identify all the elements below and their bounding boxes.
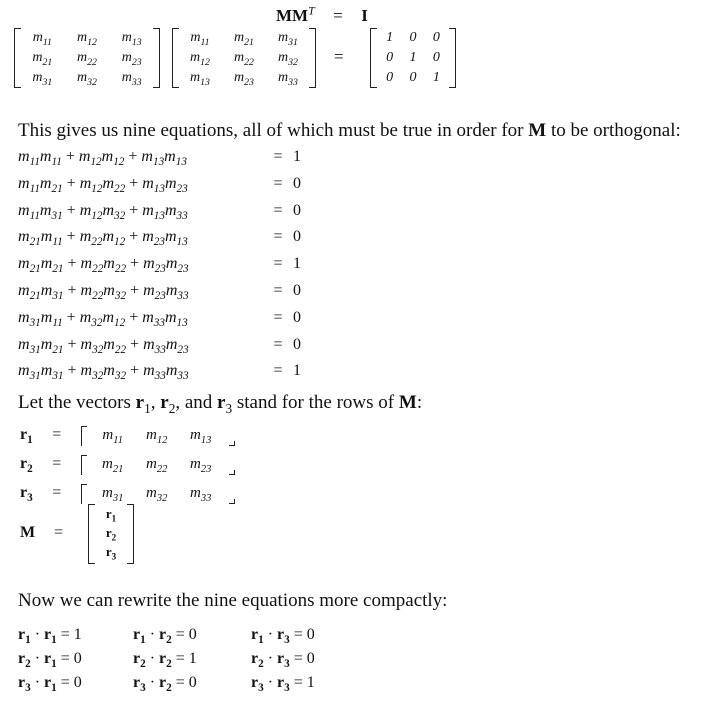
matrix-cell <box>178 30 222 46</box>
matrix-cell <box>178 70 222 86</box>
sentence1-matrix-m: M <box>528 120 547 141</box>
vector-name: $r_3$ <box>20 484 33 505</box>
s2-b: , <box>150 392 161 413</box>
vector-eq-sign: = <box>52 484 62 501</box>
matrix-cell <box>266 70 310 86</box>
bracket-right <box>449 28 456 88</box>
matrix-cell: 1 <box>409 50 417 65</box>
matrix-cell <box>178 50 222 66</box>
top-lhs: MM <box>276 6 309 25</box>
dot-product: $r_1 \cdot r_1 = 1$ <box>18 626 82 647</box>
dot-product: $r_2 \cdot r_2 = 1$ <box>133 650 197 671</box>
s2-e: : <box>416 392 423 413</box>
equation-rhs: 1 <box>293 255 301 273</box>
equation-lhs: $m_{11}m_{31} + m_{12}m_{32} + m_{13}m_{33}$ <box>18 201 188 222</box>
matrix-cell <box>65 70 110 86</box>
s2-c: , and <box>175 392 218 413</box>
vector-entry: $m_{33}$ <box>190 485 212 504</box>
vector-bracket <box>81 455 235 475</box>
matrix-entry: $m_{12}$ <box>190 50 210 68</box>
vector-bracket <box>81 426 235 446</box>
s2-r1: r <box>135 392 145 413</box>
matrix-cell: 0 <box>386 70 394 85</box>
matrix-cell <box>109 50 154 66</box>
s2-r2: r <box>160 392 169 413</box>
equation-rhs: 1 <box>293 362 301 380</box>
vector-eq-sign: = <box>52 426 62 443</box>
equation-sign: = <box>273 174 283 192</box>
matrix-entry: $m_{12}$ <box>77 30 97 48</box>
matrix-identity <box>370 28 456 88</box>
dot-product: $r_2 \cdot r_1 = 0$ <box>18 650 82 671</box>
matrix-cell <box>109 30 154 46</box>
m-row-matrix <box>88 504 134 564</box>
matrix-cell: 0 <box>386 50 394 65</box>
m-row-entry: $r_3$ <box>105 544 117 562</box>
dot-product: $r_3 \cdot r_3 = 1$ <box>251 674 315 695</box>
vector-eq-sign: = <box>52 455 62 472</box>
equation-sign: = <box>273 148 283 165</box>
equation-lhs: $m_{31}m_{21} + m_{32}m_{22} + m_{33}m_{23}$ <box>18 335 189 356</box>
s2-s2: 2 <box>168 400 176 416</box>
s2-s3: 3 <box>225 400 233 416</box>
row-vector <box>20 426 235 446</box>
matrix-entry: $m_{22}$ <box>77 50 97 68</box>
bracket-left <box>370 28 377 88</box>
matrix-cell <box>20 70 65 86</box>
matrix-entry: $m_{32}$ <box>77 70 97 88</box>
equation-sign: = <box>273 201 283 219</box>
vector-entry: $m_{21}$ <box>102 456 124 475</box>
vector-name: $r_2$ <box>20 455 33 476</box>
equation-row <box>18 362 301 383</box>
bracket-right <box>153 28 160 88</box>
matrix-cell <box>20 50 65 66</box>
equation-sign: = <box>273 362 283 380</box>
equation-rhs: 0 <box>293 228 301 246</box>
s2-s1: 1 <box>144 400 151 416</box>
equation-rhs: 1 <box>293 148 301 165</box>
equation-lhs: $m_{21}m_{31} + m_{22}m_{32} + m_{23}m_{33}$ <box>18 282 189 303</box>
matrix-entry: $m_{23}$ <box>121 50 142 68</box>
dot-product: $r_2 \cdot r_3 = 0$ <box>251 650 315 671</box>
dot-product: $r_3 \cdot r_1 = 0$ <box>18 674 82 695</box>
matrix-entry: $m_{13}$ <box>121 30 142 48</box>
m-row-entry: $r_2$ <box>105 525 117 543</box>
dot-product: $r_3 \cdot r_2 = 0$ <box>133 674 197 695</box>
equation-row <box>18 202 301 220</box>
s2-m: M <box>398 392 417 413</box>
sentence1-part-a: This gives us nine equations, all of which must be true in order for <box>18 120 529 141</box>
vector-entry: $m_{32}$ <box>146 485 168 504</box>
matrix-cell <box>20 30 65 46</box>
vector-entry: $m_{12}$ <box>146 427 168 446</box>
matrix-cell <box>266 30 310 46</box>
m-eq-sign: = <box>54 524 64 541</box>
matrix-entry: $m_{13}$ <box>190 70 210 88</box>
equation-row <box>18 255 301 276</box>
top-rhs: I <box>361 6 368 25</box>
matrix-cell: 0 <box>432 30 440 45</box>
m-row-entry: $r_1$ <box>105 506 117 524</box>
vector-entry: $m_{31}$ <box>102 485 124 504</box>
matrix-m-transpose <box>172 28 316 88</box>
matrix-cell <box>65 30 110 46</box>
bracket-left <box>172 28 179 88</box>
s2-a: Let the vectors <box>18 392 136 413</box>
equation-sign: = <box>273 308 283 326</box>
top-sup: T <box>308 3 315 18</box>
dot-product: $r_1 \cdot r_3 = 0$ <box>251 626 315 647</box>
matrix-entry: $m_{11}$ <box>32 30 52 48</box>
matrix-cell <box>65 50 110 66</box>
row-vector <box>20 455 235 475</box>
equation-lhs: $m_{11}m_{11} + m_{12}m_{12} + m_{13}m_{13}$ <box>18 148 187 169</box>
matrix-entry: $m_{23}$ <box>234 70 254 88</box>
vector-bracket <box>81 484 235 504</box>
equation-sign: = <box>273 282 283 299</box>
matrix-entry: $m_{31}$ <box>32 70 53 88</box>
equation-lhs: $m_{31}m_{11} + m_{32}m_{12} + m_{33}m_{13}$ <box>18 308 188 329</box>
dot-product-grid <box>18 626 369 695</box>
matrix-entry: $m_{31}$ <box>278 30 298 48</box>
matrix-entry: $m_{33}$ <box>278 70 298 88</box>
vector-entry: $m_{23}$ <box>190 456 212 475</box>
bracket-right <box>309 28 316 88</box>
matrix-cell: 0 <box>409 70 417 85</box>
matrix-eq-sign: = <box>334 47 344 66</box>
equation-row <box>18 228 301 249</box>
vector-entry: $m_{11}$ <box>102 427 123 446</box>
top-equation <box>276 3 368 26</box>
equation-lhs: $m_{11}m_{21} + m_{12}m_{22} + m_{13}m_{23}$ <box>18 174 188 195</box>
row-vector <box>20 484 235 504</box>
equation-rhs: 0 <box>293 174 301 192</box>
equation-lhs: $m_{31}m_{31} + m_{32}m_{32} + m_{33}m_{33}$ <box>18 362 189 383</box>
matrix-entry: $m_{33}$ <box>121 70 142 88</box>
equation-row <box>18 148 301 169</box>
equation-rhs: 0 <box>293 335 301 353</box>
top-eq-sign: = <box>333 6 343 25</box>
sentence-row-vectors <box>18 392 422 414</box>
matrix-cell <box>222 30 266 46</box>
sentence-compact: Now we can rewrite the nine equations more compactly: <box>18 590 448 611</box>
equation-lhs: $m_{21}m_{21} + m_{22}m_{22} + m_{23}m_{23}$ <box>18 255 189 276</box>
matrix-cell: 0 <box>432 50 440 65</box>
vector-name: $r_1$ <box>20 426 33 447</box>
s2-r3: r <box>217 392 226 413</box>
matrix-entry: $m_{21}$ <box>32 50 53 68</box>
sentence-nine-equations <box>18 120 681 142</box>
vector-entry: $m_{22}$ <box>146 456 168 475</box>
vector-entry: $m_{13}$ <box>190 427 212 446</box>
bracket-left <box>14 28 21 88</box>
matrix-cell <box>222 50 266 66</box>
equation-rhs: 0 <box>293 282 301 299</box>
matrix-cell <box>109 70 154 86</box>
matrix-cell: 1 <box>386 30 394 45</box>
equation-row <box>18 309 301 327</box>
matrix-cell <box>266 50 310 66</box>
matrix-cell: 1 <box>432 70 440 85</box>
matrix-cell: 0 <box>409 30 417 45</box>
matrix-cell <box>222 70 266 86</box>
equation-lhs: $m_{21}m_{11} + m_{22}m_{12} + m_{23}m_{13}$ <box>18 228 188 249</box>
equation-row <box>18 175 301 193</box>
equation-sign: = <box>273 255 283 273</box>
matrix-entry: $m_{22}$ <box>234 50 254 68</box>
equation-rhs: 0 <box>293 308 301 326</box>
equation-rhs: 0 <box>293 201 301 219</box>
equation-sign: = <box>273 228 283 246</box>
sentence1-part-c: to be orthogonal: <box>546 120 681 141</box>
s2-d: stand for the rows of <box>232 392 399 413</box>
matrix-entry: $m_{21}$ <box>234 30 254 48</box>
m-label: M <box>20 524 36 541</box>
matrix-entry: $m_{11}$ <box>190 30 210 48</box>
equation-row <box>18 282 301 303</box>
matrix-m <box>14 28 160 88</box>
equation-sign: = <box>273 335 283 353</box>
dot-product: $r_1 \cdot r_2 = 0$ <box>133 626 197 647</box>
equation-row <box>18 336 301 354</box>
matrix-entry: $m_{32}$ <box>278 50 298 68</box>
